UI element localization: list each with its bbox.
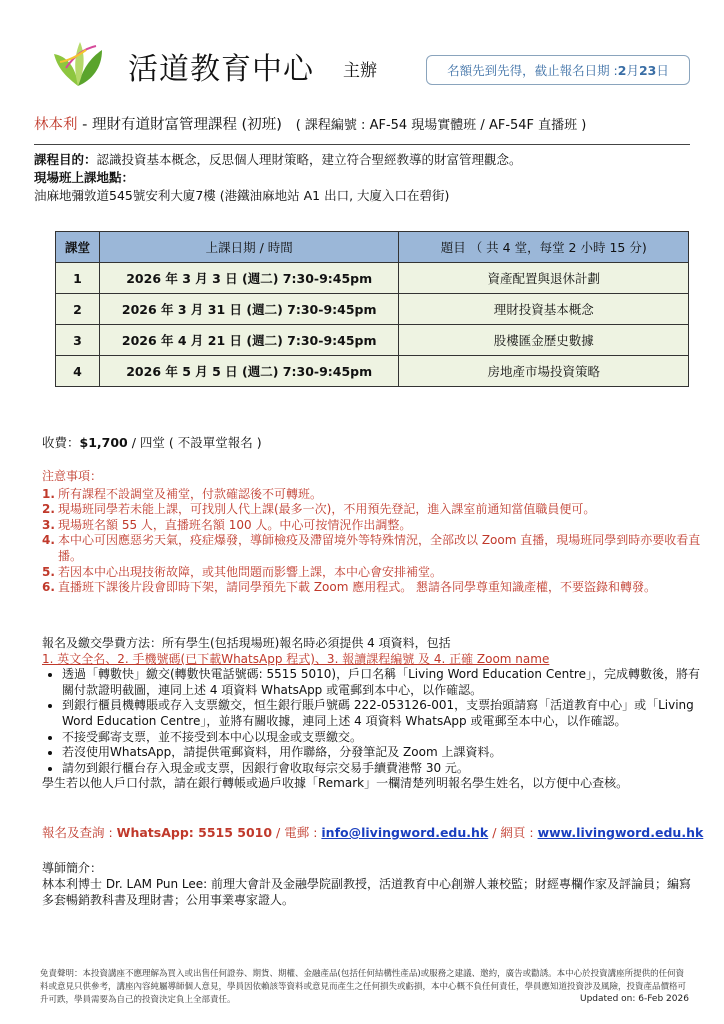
web-label: / 網頁 : xyxy=(488,825,538,840)
course-purpose xyxy=(34,151,522,205)
course-title xyxy=(34,113,714,134)
lesson-no: 3 xyxy=(56,325,100,356)
note-text: 所有課程不設調堂及補堂，付款確認後不可轉班。 xyxy=(58,486,323,501)
enquiry-label: 報名及查詢 : xyxy=(42,825,117,840)
deadline-notice xyxy=(426,55,690,85)
table-row xyxy=(56,325,689,356)
note-text: 直播班下課後片段會即時下架，請同學預先下載 Zoom 應用程式。 懇請各同學尊重知識產權，不要盜錄和轉發。 xyxy=(58,580,657,595)
list-item: 6. 直播班下課後片段會即時下架，請同學預先下載 Zoom 應用程式。 懇請各同學尊重知識產權，不要盜錄和轉發。 xyxy=(42,580,657,595)
fee-amount: $1,700 xyxy=(79,435,128,450)
table-header-row xyxy=(56,232,689,263)
list-item: 2. 現場班同學若未能上課，可找別人代上課(最多一次)，不用預先登記，進入課室前通知當值職員便可。 xyxy=(42,502,596,517)
list-item: 5. 若因本中心出現技術故障，或其他問題而影響上課，本中心會安排補堂。 xyxy=(42,564,443,579)
payment-remark: 學生若以他人戶口付款，請在銀行轉帳或過戶收據「Remark」一欄清楚列明報名學生姓名，以方便中心查核。 xyxy=(42,776,629,791)
leaf-logo-icon xyxy=(52,40,104,90)
lesson-no: 4 xyxy=(56,356,100,387)
course-name: 理財有道財富管理課程 (初班) xyxy=(91,117,282,133)
venue-address: 油麻地彌敦道545號安利大廈7樓 (港鐵油麻地站 A1 出口, 大廈入口在碧街) xyxy=(34,188,450,203)
deadline-month-unit: 月 xyxy=(626,63,639,78)
lesson-date: 2026 年 3 月 3 日 (週二) 7:30-9:45pm xyxy=(99,263,399,294)
note-text: 現場班同學若未能上課，可找別人代上課(最多一次)，不用預先登記，進入課室前通知當值職員便可。 xyxy=(58,502,596,517)
payment-intro: 報名及繳交學費方法：所有學生(包括現場班)報名時必須提供 4 項資料，包括 xyxy=(42,636,451,650)
note-text: 現場班名額 55 人，直播班名額 100 人。中心可按情況作出調整。 xyxy=(58,517,412,532)
required-info: 1. 英文全名、2. 手機號碼(已下載WhatsApp 程式)、3. 報讀課程編號 及 4. 正確 Zoom name xyxy=(42,651,550,666)
lesson-no: 2 xyxy=(56,294,100,325)
payment-methods xyxy=(42,667,702,776)
note-text: 本中心可因應惡劣天氣，疫症爆發，導師檢疫及滯留境外等特殊情況，全部改以 Zoom 直播，現場班同學到時亦要收看直播。 xyxy=(58,533,701,563)
note-text: 若因本中心出現技術故障，或其他問題而影響上課，本中心會安排補堂。 xyxy=(58,564,443,579)
notes-title: 注意事項： xyxy=(42,469,103,483)
deadline-text: 名額先到先得，截止報名日期 : xyxy=(447,63,618,78)
host-label: 主辦 xyxy=(343,61,377,81)
org-name: 活道教育中心 xyxy=(128,52,314,87)
col-topic: 題目 （ 共 4 堂，每堂 2 小時 15 分) xyxy=(399,232,689,263)
lesson-topic: 理財投資基本概念 xyxy=(399,294,689,325)
notes-list xyxy=(42,487,702,596)
disclaimer: 免責聲明：本投資講座不應理解為買入或出售任何證券、期貨、期權、金融產品(包括任何結構性產品)或服務之建議、邀約，廣告或勸誘。本中心於投資講座所提供的任何資料或意見只供參考，講座內容純屬導師個人意見，學員因依賴該等資料或意見而產生之任何損失或虧損，本中心概不負任何責任，學員應知道投資涉及風險，投資產品價格可升可跌，學員需要為自己的投資決定負上全部責任。 xyxy=(40,969,687,1005)
deadline-day-unit: 日 xyxy=(656,63,669,78)
deadline-month: 2 xyxy=(617,62,627,78)
list-item: • 若沒使用WhatsApp，請提供電郵資料，用作聯絡，分發筆記及 Zoom 上課資料。 xyxy=(62,745,702,761)
lesson-date: 2026 年 3 月 31 日 (週二) 7:30-9:45pm xyxy=(99,294,399,325)
whatsapp-number: WhatsApp: 5515 5010 xyxy=(116,825,273,840)
schedule-table xyxy=(55,231,689,387)
email-label: / 電郵 : xyxy=(272,825,322,840)
purpose-label: 課程目的： xyxy=(34,152,97,167)
fee-rest: / 四堂 ( 不設單堂報名 ) xyxy=(127,435,262,450)
enquiry-line xyxy=(42,823,703,841)
list-item: • 透過「轉數快」繳交(轉數快電話號碼: 5515 5010)，戶口名稱「Living Word Education Centre」，完成轉數後，將有關付款證明截圖，連同上述 4 項資料 WhatsApp 或電郵到本中心，以作確認。 xyxy=(62,667,702,698)
deadline-day: 23 xyxy=(638,62,657,78)
list-item: 3. 現場班名額 55 人，直播班名額 100 人。中心可按情況作出調整。 xyxy=(42,517,412,532)
list-item: • 到銀行櫃員機轉賬或存入支票繳交，恒生銀行賬戶號碼 222-053126-001，支票抬頭請寫「活道教育中心」或「Living Word Education Centre」，並將有關收據，連同上述 4 項資料 WhatsApp 或電郵至本中心，以作確認。 xyxy=(62,698,702,729)
purpose-text: 認識投資基本概念，反思個人理財策略，建立符合聖經教導的財富管理觀念。 xyxy=(96,152,522,167)
course-code: ( 課程編號 : AF-54 現場實體班 / AF-54F 直播班 ) xyxy=(295,118,587,133)
lesson-topic: 房地產市場投資策略 xyxy=(399,356,689,387)
list-item: • 不接受郵寄支票，並不接受到本中心以現金或支票繳交。 xyxy=(62,730,702,746)
payment-section xyxy=(42,636,702,792)
tutor-name: 林本利 xyxy=(34,117,78,133)
list-item: 4. 本中心可因應惡劣天氣，疫症爆發，導師檢疫及滯留境外等特殊情況，全部改以 Zoom 直播，現場班同學到時亦要收看直播。 xyxy=(42,533,701,563)
table-row xyxy=(56,356,689,387)
lesson-date: 2026 年 4 月 21 日 (週二) 7:30-9:45pm xyxy=(99,325,399,356)
updated-date: Updated on: 6-Feb 2026 xyxy=(580,994,689,1004)
list-item: 1. 所有課程不設調堂及補堂，付款確認後不可轉班。 xyxy=(42,486,323,501)
notes-section xyxy=(42,469,702,596)
list-item: • 請勿到銀行櫃台存入現金或支票，因銀行會收取每宗交易手續費港幣 30 元。 xyxy=(62,761,702,777)
tutor-intro-text: 林本利博士 Dr. LAM Pun Lee: 前理大會計及金融學院副教授，活道教育中心創辦人兼校監；財經專欄作家及評論員；編寫多套暢銷教科書及理財書；公用事業專家證人。 xyxy=(42,877,692,907)
tutor-intro-label: 導師簡介： xyxy=(42,861,103,875)
col-lesson: 課堂 xyxy=(56,232,100,263)
fee-label: 收費： xyxy=(42,435,80,450)
tutor-intro xyxy=(42,860,702,908)
email-link[interactable]: info@livingword.edu.hk xyxy=(321,825,489,840)
title-separator: - xyxy=(77,117,92,133)
lesson-topic: 資產配置與退休計劃 xyxy=(399,263,689,294)
lesson-date: 2026 年 5 月 5 日 (週二) 7:30-9:45pm xyxy=(99,356,399,387)
table-row xyxy=(56,294,689,325)
lesson-topic: 股樓匯金歷史數據 xyxy=(399,325,689,356)
website-link[interactable]: www.livingword.edu.hk xyxy=(537,825,704,840)
title-divider xyxy=(34,144,690,145)
lesson-no: 1 xyxy=(56,263,100,294)
col-date: 上課日期 / 時間 xyxy=(99,232,399,263)
table-row xyxy=(56,263,689,294)
venue-label: 現場班上課地點： xyxy=(34,170,135,185)
fee-line xyxy=(42,433,262,451)
